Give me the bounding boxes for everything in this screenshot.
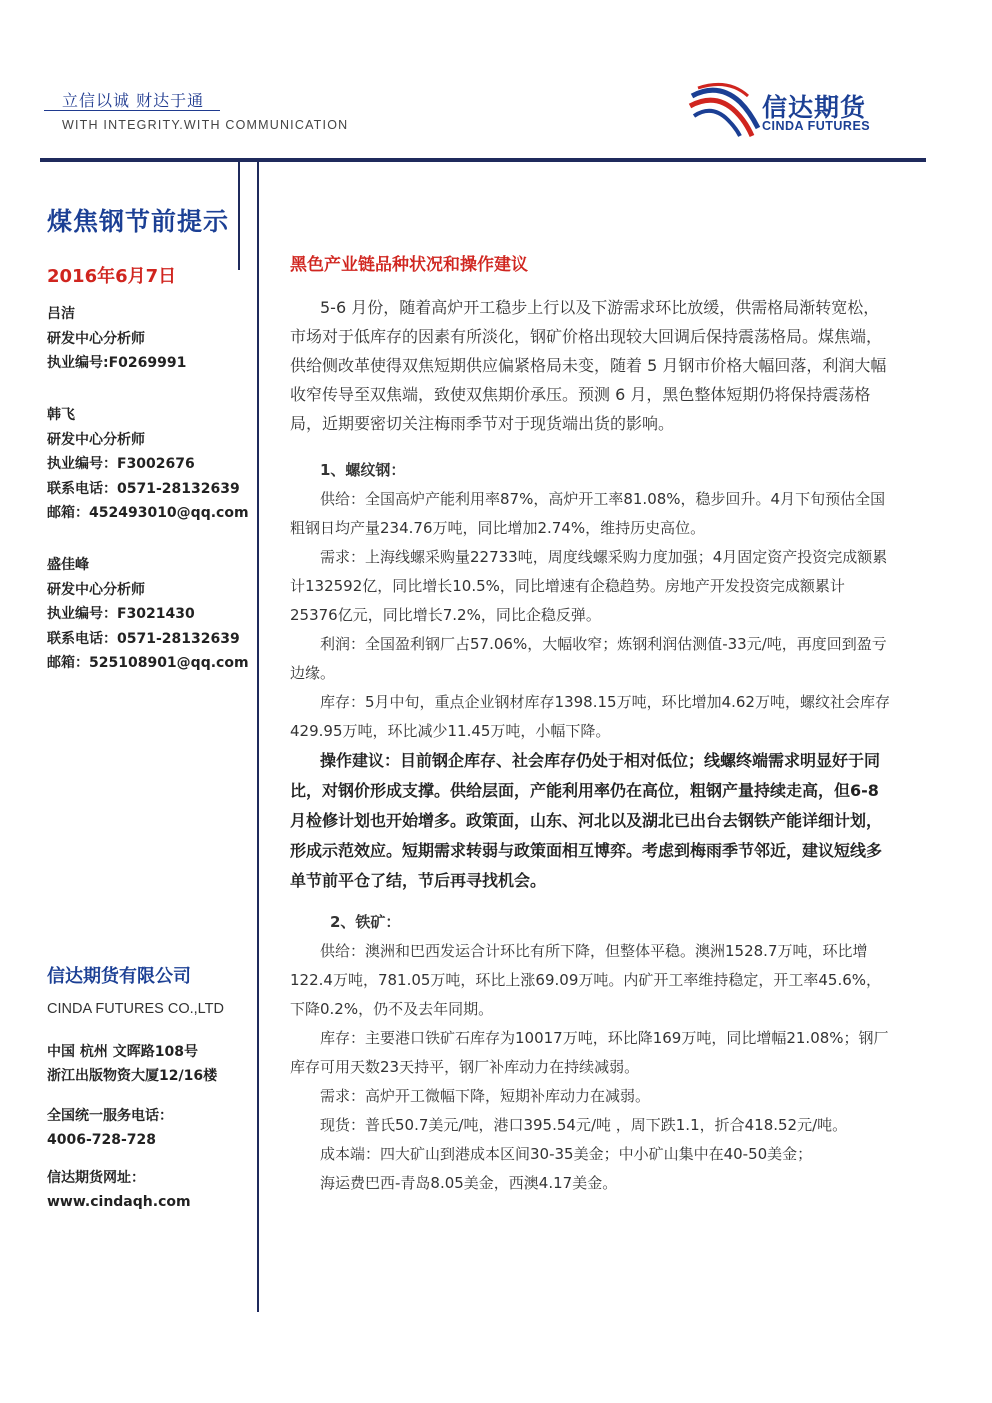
analyst-email: 邮箱：525108901@qq.com (47, 655, 249, 671)
report-date: 2016年6月7日 (47, 266, 177, 287)
page-title: 煤焦钢节前提示 (47, 207, 230, 236)
header-rule (40, 158, 926, 162)
section-title: 黑色产业链品种状况和操作建议 (290, 255, 528, 275)
analyst-license: 执业编号:F0269991 (47, 355, 187, 371)
analyst-role: 研发中心分析师 (47, 581, 145, 598)
service-hotline (47, 1104, 247, 1152)
address-line: 浙江出版物资大厦12/16楼 (47, 1068, 218, 1084)
iron-inventory: 库存：主要港口铁矿石库存为10017万吨，环比降169万吨，同比增幅21.08%；钢厂库存可用天数23天持平，钢厂补库动力在持续减弱。 (290, 1029, 889, 1076)
website-link[interactable]: www.cindaqh.com (47, 1194, 191, 1210)
company-address (47, 1040, 247, 1088)
rebar-inventory: 库存：5月中旬，重点企业钢材库存1398.15万吨，环比增加4.62万吨，螺纹社会库存429.95万吨，环比减少11.45万吨，小幅下降。 (290, 693, 890, 740)
analyst-name: 韩飞 (47, 407, 75, 423)
rebar-profit: 利润：全国盈利钢厂占57.06%，大幅收窄；炼钢利润估测值-33元/吨，再度回到盈亏边缘。 (290, 635, 887, 682)
analyst-phone: 联系电话：0571-28132639 (47, 480, 240, 497)
iron-demand: 需求：高炉开工微幅下降，短期补库动力在减弱。 (320, 1087, 651, 1105)
analyst-license: 执业编号：F3002676 (47, 456, 195, 472)
analyst-name: 盛佳峰 (47, 557, 89, 573)
website-block (47, 1166, 247, 1214)
logo-text-cn: 信达期货 (762, 93, 867, 122)
iron-spot: 现货：普氏50.7美元/吨，港口395.54元/吨 ，周下跌1.1，折合418.52元/吨。 (320, 1116, 848, 1134)
analyst-role: 研发中心分析师 (47, 330, 145, 347)
company-name: 信达期货有限公司 (47, 966, 191, 987)
iron-cost: 成本端：四大矿山到港成本区间30-35美金；中小矿山集中在40-50美金； (320, 1145, 813, 1163)
rebar-demand: 需求：上海线螺采购量22733吨，周度线螺采购力度加强；4月固定资产投资完成额累计132592亿，同比增长10.5%，同比增速有企稳趋势。房地产开发投资完成额累计25376亿元，同比增长7.2%，同比企稳反弹。 (290, 548, 888, 624)
iron-title: 2、铁矿： (330, 913, 401, 931)
column-divider (257, 162, 259, 1312)
analyst-name: 吕洁 (47, 306, 75, 322)
company-name-en: CINDA FUTURES CO.,LTD (47, 1001, 224, 1017)
analyst-phone: 联系电话：0571-28132639 (47, 630, 240, 647)
iron-supply: 供给：澳洲和巴西发运合计环比有所下降，但整体平稳。澳洲1528.7万吨，环比增122.4万吨，781.05万吨，环比上涨69.09万吨。内矿开工率维持稳定，开工率45.6%，下降0.2%，仍不及去年同期。 (290, 942, 882, 1018)
service-label: 全国统一服务电话： (47, 1108, 173, 1124)
analyst-email: 邮箱：452493010@qq.com (47, 505, 249, 521)
analyst-3 (47, 553, 247, 676)
slogan-cn: 立信以诚 财达于通 (62, 91, 205, 110)
analyst-2 (47, 403, 247, 526)
analyst-1 (47, 302, 247, 376)
rebar-advice: 操作建议：目前钢企库存、社会库存仍处于相对低位；线螺终端需求明显好于同比，对钢价形成支撑。供给层面，产能利用率仍在高位，粗钢产量持续走高，但6-8月检修计划也开始增多。政策面，山东、河北以及湖北已出台去钢铁产能详细计划，形成示范效应。短期需求转弱与政策面相互博弈。考虑到梅雨季节邻近，建议短线多单节前平仓了结，节后再寻找机会。 (290, 751, 883, 890)
rebar-title: 1、螺纹钢： (320, 461, 406, 479)
website-label: 信达期货网址： (47, 1170, 145, 1186)
main-content (290, 250, 890, 1198)
logo-text-en: CINDA FUTURES (762, 119, 871, 133)
service-phone: 4006-728-728 (47, 1132, 157, 1148)
address-line: 中国 杭州 文晖路108号 (47, 1044, 198, 1060)
slogan-en: WITH INTEGRITY.WITH COMMUNICATION (62, 118, 349, 132)
analyst-license: 执业编号：F3021430 (47, 606, 195, 622)
analyst-role: 研发中心分析师 (47, 431, 145, 448)
intro-paragraph: 5-6 月份，随着高炉开工稳步上行以及下游需求环比放缓，供需格局渐转宽松，市场对于低库存的因素有所淡化，钢矿价格出现较大回调后保持震荡格局。煤焦端，供给侧改革使得双焦短期供应偏紧格局未变，随着 5 月钢市价格大幅回落，利润大幅收窄传导至双焦端，致使双焦期价承压。预测 6 月，黑色整体短期仍将保持震荡格局，近期要密切关注梅雨季节对于现货端出货的影响。 (290, 298, 887, 433)
iron-freight: 海运费巴西-青岛8.05美金，西澳4.17美金。 (320, 1174, 618, 1192)
slogan-underline (44, 110, 220, 111)
rebar-supply: 供给：全国高炉产能利用率87%，高炉开工率81.08%，稳步回升。4月下旬预估全国粗钢日均产量234.76万吨，同比增加2.74%，维持历史高位。 (290, 490, 886, 537)
